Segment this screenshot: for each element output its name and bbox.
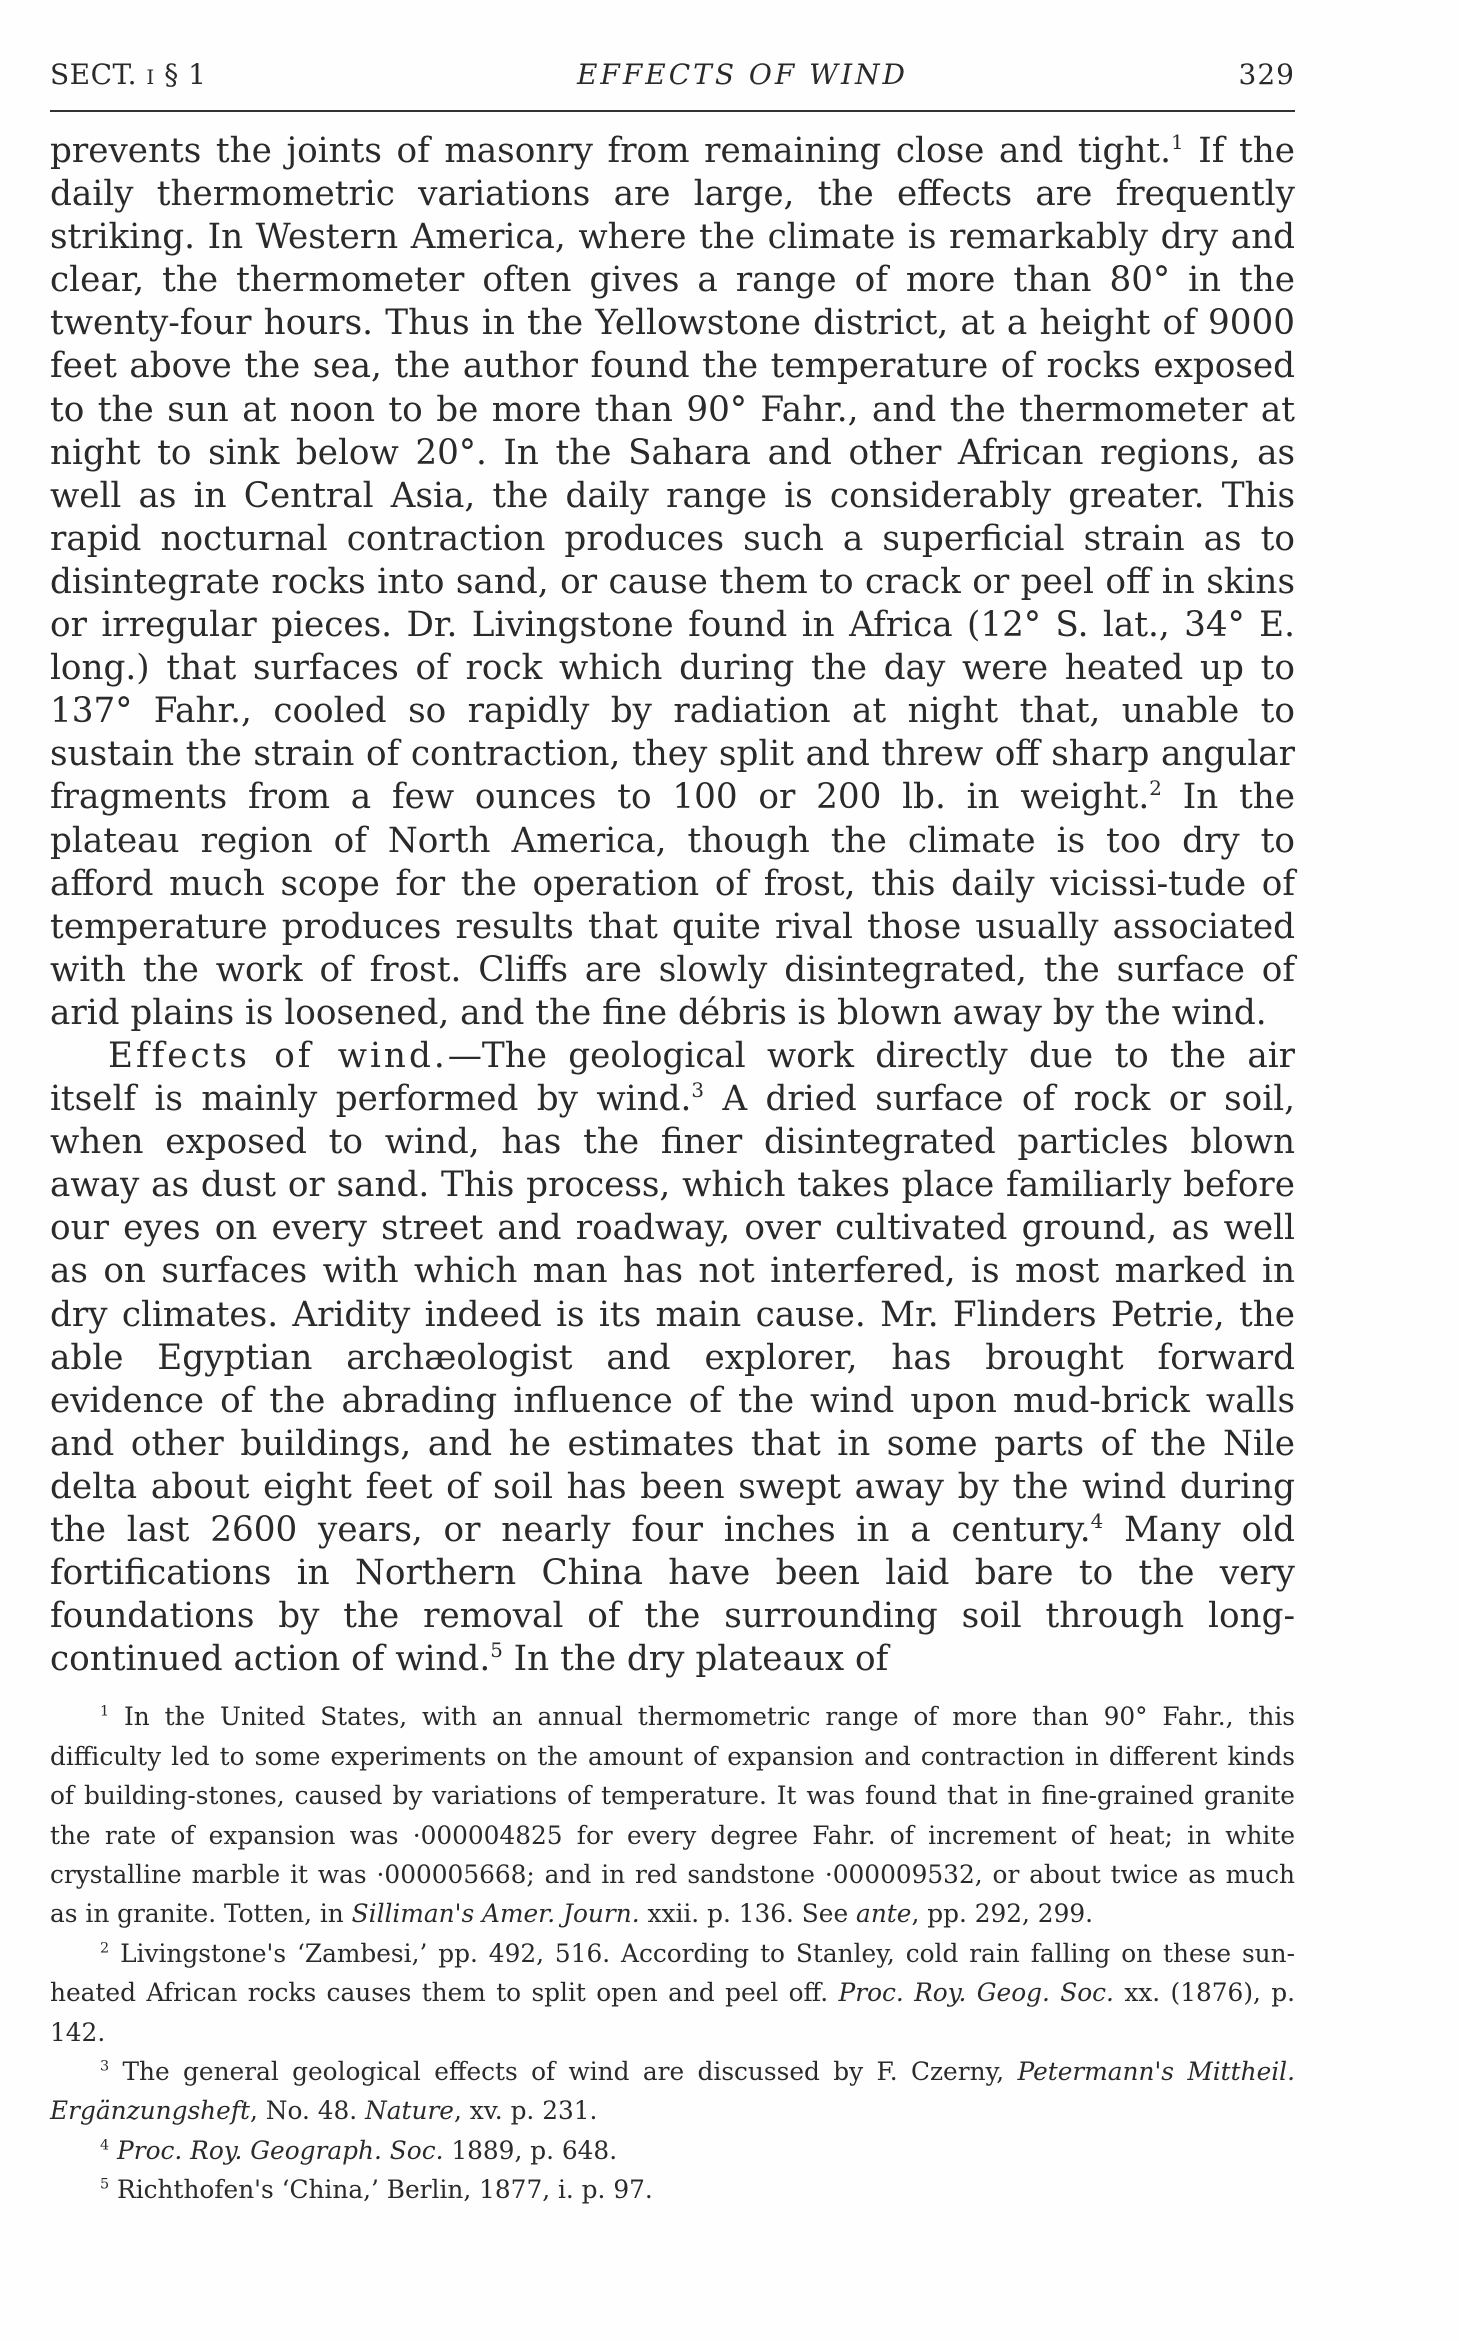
text-run: —The geological work directly due to the air itself is mainly performed by wind. [50, 1035, 1295, 1120]
text-run: xx. (1876), p. 142. [50, 1978, 1296, 2047]
text-run: Livingstone's ‘Zambesi,’ pp. 492, 516. According to Stanley, cold rain falling on these sun-heated African rocks causes them to split open and peel off. [50, 1938, 1295, 2008]
text-run: In the plateau region of North America, though the climate is too dry to afford much scope for the operation of frost, this daily vicissi-tude of temperature produces results that quite rival those usually associated with the work of frost. Cliffs are slowly disintegrated, the surface of arid plains is loosened, and the fine débris is blown away by the wind. [50, 777, 1295, 1033]
text-run: , No. 48. [249, 2096, 366, 2126]
text-run: The general geological effects of wind are discussed by F. Czerny, [109, 2057, 1018, 2087]
text-run: Many old fortifications in Northern China have been laid bare to the very foundations by the removal of the surrounding soil through long-continued action of wind. [50, 1510, 1295, 1680]
footnote-ref[interactable]: 3 [691, 1079, 704, 1103]
citation-title: Proc. Roy. Geograph. Soc. [117, 2135, 444, 2165]
header-rule [50, 110, 1295, 112]
footnote-ref[interactable]: 2 [1149, 777, 1162, 801]
page-number: 329 [1238, 58, 1295, 91]
text-run: 1889, p. 648. [443, 2135, 618, 2165]
text-run: , xv. p. 231. [453, 2096, 598, 2126]
footnote-mark: 1 [100, 1704, 110, 1721]
citation-title: Nature [365, 2096, 454, 2126]
footnote-4 [50, 2131, 1295, 2170]
citation-title: Petermann's Mittheil. Ergänzungsheft [50, 2057, 1295, 2126]
footnote-mark: 4 [100, 2137, 110, 2154]
section-heading: Effects of wind. [108, 1035, 448, 1076]
running-title: EFFECTS OF WIND [576, 58, 908, 91]
section-label: SECT. i § 1 [50, 58, 207, 91]
footnote-ref[interactable]: 5 [490, 1639, 503, 1663]
running-header [50, 58, 1295, 104]
paragraph-effects-of-wind [50, 1035, 1295, 1681]
main-text [50, 130, 1295, 1681]
text-run: , pp. 292, 299. [911, 1899, 1094, 1929]
citation-title: Proc. Roy. Geog. Soc. [838, 1978, 1114, 2008]
footnotes [50, 1697, 1295, 2209]
text-run: In the United States, with an annual thermometric range of more than 90° Fahr., this difficulty led to some experiments on the amount of expansion and contraction in different kinds of building-stones, caused by variations of temperature. It was found that in fine-grained granite the rate of expansion was ·000004825 for every degree Fahr. of increment of heat; in white crystalline marble it was ·000005668; and in red sandstone ·000009532, or about twice as much as in granite. Totten, in [50, 1702, 1295, 1929]
text-run: xxii. p. 136. See [639, 1899, 857, 1929]
text-run: If the daily thermometric variations are large, the effects are frequently striking. In Western America, where the climate is remarkably dry and clear, the thermometer often gives a range of more than 80° in the twenty-four hours. Thus in the Yellowstone district, at a height of 9000 feet above the sea, the author found the temperature of rocks exposed to the sun at noon to be more than 90° Fahr., and the thermometer at night to sink below 20°. In the Sahara and other African regions, as well as in Central Asia, the daily range is considerably greater. This rapid nocturnal contraction produces such a superficial strain as to disintegrate rocks into sand, or cause them to crack or peel off in skins or irregular pieces. Dr. Livingstone found in Africa (12° S. lat., 34° E. long.) that surfaces of rock which during the day were heated up to 137° Fahr., cooled so rapidly by radiation at night that, unable to sustain the strain of contraction, they split and threw off sharp angular fragments from a few ounces to 100 or 200 lb. in weight. [50, 131, 1295, 818]
footnote-mark: 3 [100, 2058, 110, 2075]
book-page [50, 58, 1295, 2210]
text-run: prevents the joints of masonry from remaining close and tight. [50, 131, 1172, 171]
footnote-3 [50, 2052, 1295, 2131]
footnote-ref[interactable]: 4 [1090, 1510, 1104, 1534]
text-run: A dried surface of rock or soil, when exposed to wind, has the finer disintegrated particles blown away as dust or sand. This process, which takes place familiarly before our eyes on every street and roadway, over cultivated ground, as well as on surfaces with which man has not interfered, is most marked in dry climates. Aridity indeed is its main cause. Mr. Flinders Petrie, the able Egyptian archæologist and explorer, has brought forward evidence of the abrading influence of the wind upon mud-brick walls and other buildings, and he estimates that in some parts of the Nile delta about eight feet of soil has been swept away by the wind during the last 2600 years, or nearly four inches in a century. [50, 1079, 1295, 1550]
text-run: Richthofen's ‘China,’ Berlin, 1877, i. p. 97. [109, 2175, 653, 2205]
footnote-mark: 2 [100, 1940, 110, 1957]
paragraph-thermal-variation [50, 130, 1295, 1035]
footnote-1 [50, 1697, 1295, 1933]
footnote-ref[interactable]: 1 [1171, 131, 1184, 155]
citation-title: Silliman's Amer. Journ. [351, 1899, 640, 1929]
footnote-5 [50, 2170, 1295, 2209]
citation-title: ante [856, 1899, 912, 1929]
footnote-2 [50, 1934, 1295, 2052]
text-run: In the dry plateaux of [502, 1639, 889, 1680]
footnote-mark: 5 [100, 2176, 110, 2193]
